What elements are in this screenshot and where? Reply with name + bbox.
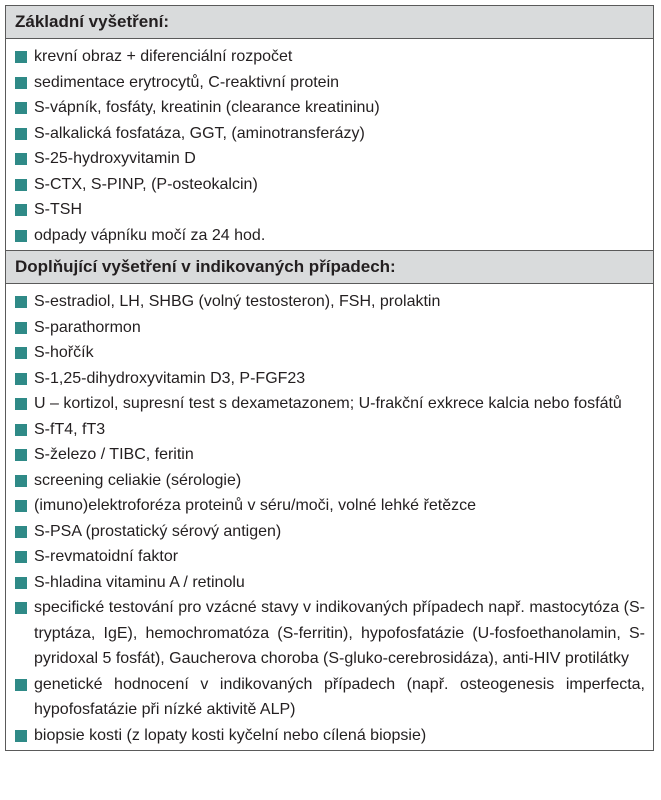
list-item (15, 315, 645, 341)
square-bullet-icon (15, 179, 27, 191)
square-bullet-icon (15, 500, 27, 512)
section-header-supplementary: Doplňující vyšetření v indikovaných případech: (6, 250, 653, 284)
item-text: S-25-hydroxyvitamin D (34, 150, 196, 167)
list-item (15, 723, 645, 749)
list-item (15, 570, 645, 596)
square-bullet-icon (15, 102, 27, 114)
list-item (15, 289, 645, 315)
item-text: U – kortizol, supresní test s dexametazonem; U-frakční exkrece kalcia nebo fosfátů (34, 395, 622, 412)
list-item (15, 519, 645, 545)
square-bullet-icon (15, 296, 27, 308)
square-bullet-icon (15, 577, 27, 589)
list-item (15, 544, 645, 570)
square-bullet-icon (15, 322, 27, 334)
square-bullet-icon (15, 204, 27, 216)
square-bullet-icon (15, 449, 27, 461)
list-item (15, 223, 645, 249)
list-item (15, 595, 645, 672)
square-bullet-icon (15, 424, 27, 436)
list-item (15, 366, 645, 392)
item-text: screening celiakie (sérologie) (34, 471, 242, 489)
item-text: specifické testování pro vzácné stavy v indikovaných případech např. mastocytóza (S-tryptáza, IgE), hemochromatóza (S-ferritin), hypofosfatázie (U-fosfoethanolamin, S-pyridoxal 5 fosfát), Gaucherova choroba (S-gluko-cerebrosidáza), anti-HIV protilátky (34, 599, 645, 667)
square-bullet-icon (15, 128, 27, 140)
square-bullet-icon (15, 373, 27, 385)
item-text: (imuno)elektroforéza proteinů v séru/moči, volné lehké řetězce (34, 497, 476, 514)
list-item (15, 172, 645, 198)
item-text: S-revmatoidní faktor (34, 548, 179, 565)
square-bullet-icon (15, 679, 27, 691)
item-text: genetické hodnocení v indikovaných případech (např. osteogenesis imperfecta, hypofosfatázie při nízké aktivitě ALP) (34, 675, 645, 718)
square-bullet-icon (15, 551, 27, 563)
exam-table (5, 5, 654, 751)
square-bullet-icon (15, 77, 27, 89)
list-item (15, 44, 645, 70)
list-item (15, 95, 645, 121)
item-text: S-alkalická fosfatáza, GGT, (aminotransferázy) (34, 124, 365, 142)
list-item (15, 442, 645, 468)
list-item (15, 146, 645, 172)
item-text: biopsie kosti (z lopaty kosti kyčelní nebo cílená biopsie) (34, 726, 427, 744)
item-text: sedimentace erytrocytů, C-reaktivní protein (34, 73, 340, 91)
square-bullet-icon (15, 602, 27, 614)
square-bullet-icon (15, 526, 27, 538)
supplementary-exam-list (6, 284, 653, 750)
list-item (15, 197, 645, 223)
square-bullet-icon (15, 230, 27, 242)
square-bullet-icon (15, 475, 27, 487)
section-header-basic: Základní vyšetření: (6, 6, 653, 39)
item-text: S-fT4, fT3 (34, 420, 106, 438)
list-item (15, 417, 645, 443)
list-item (15, 672, 645, 723)
list-item (15, 468, 645, 494)
square-bullet-icon (15, 730, 27, 742)
item-text: S-PSA (prostatický sérový antigen) (34, 522, 282, 540)
item-text: S-hořčík (34, 344, 94, 361)
item-text: S-1,25-dihydroxyvitamin D3, P-FGF23 (34, 369, 306, 387)
square-bullet-icon (15, 398, 27, 410)
item-text: S-parathormon (34, 318, 141, 336)
item-text: odpady vápníku močí za 24 hod. (34, 226, 266, 244)
square-bullet-icon (15, 51, 27, 63)
item-text: S-estradiol, LH, SHBG (volný testosteron), FSH, prolaktin (34, 293, 441, 310)
basic-exam-list (6, 39, 653, 250)
item-text: S-TSH (34, 201, 82, 218)
list-item (15, 340, 645, 366)
item-text: S-CTX, S-PINP, (P-osteokalcin) (34, 175, 258, 193)
item-text: krevní obraz + diferenciální rozpočet (34, 48, 293, 65)
list-item (15, 391, 645, 417)
square-bullet-icon (15, 153, 27, 165)
square-bullet-icon (15, 347, 27, 359)
list-item (15, 121, 645, 147)
item-text: S-vápník, fosfáty, kreatinin (clearance kreatininu) (34, 99, 380, 116)
list-item (15, 70, 645, 96)
list-item (15, 493, 645, 519)
item-text: S-hladina vitaminu A / retinolu (34, 573, 245, 591)
item-text: S-železo / TIBC, feritin (34, 446, 194, 463)
